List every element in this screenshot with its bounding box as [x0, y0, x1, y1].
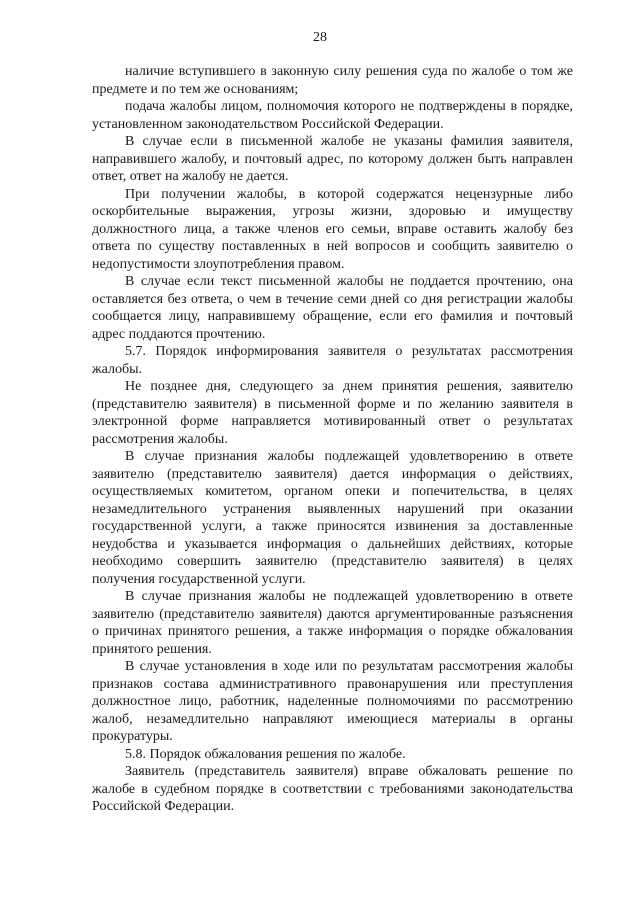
- paragraph: Не позднее дня, следующего за днем принятия решения, заявителю (представителю заявителя) в письменной форме и по желанию заявителя в электронной форме направляется мотивированный ответ о результатах рассмотрения жалобы.: [92, 379, 573, 447]
- page-number: 28: [313, 30, 327, 45]
- section-heading-5-7: 5.7. Порядок информирования заявителя о результатах рассмотрения жалобы.: [92, 344, 573, 377]
- paragraph: наличие вступившего в законную силу решения суда по жалобе о том же предмете и по тем же основаниям;: [92, 64, 573, 97]
- paragraph: В случае установления в ходе или по результатам рассмотрения жалобы признаков состава административного правонарушения или преступления должностное лицо, работник, наделенные полномочиями по рассмотрению жалоб, незамедлительно направляют имеющиеся материалы в органы прокуратуры.: [92, 659, 573, 744]
- paragraph: В случае если текст письменной жалобы не поддается прочтению, она оставляется без ответа, о чем в течение семи дней со дня регистрации жалобы сообщается лицу, направившему обращение, если его фамилия и почтовый адрес поддаются прочтению.: [92, 274, 573, 342]
- paragraph: подача жалобы лицом, полномочия которого не подтверждены в порядке, установленном законодательством Российской Федерации.: [92, 99, 573, 132]
- paragraph: При получении жалобы, в которой содержатся нецензурные либо оскорбительные выражения, угрозы жизни, здоровью и имуществу должностного лица, а также членов его семьи, вправе оставить жалобу без ответа по существу поставленных в ней вопросов и сообщить заявителю о недопустимости злоупотребления правом.: [92, 186, 573, 272]
- paragraph: В случае если в письменной жалобе не указаны фамилия заявителя, направившего жалобу, и почтовый адрес, по которому должен быть направлен ответ, ответ на жалобу не дается.: [92, 134, 573, 184]
- paragraph: В случае признания жалобы подлежащей удовлетворению в ответе заявителю (представителю заявителя) дается информация о действиях, осуществляемых комитетом, органом опеки и попечительства, в целях незамедлительного устранения выявленных нарушений при оказании государственной услуги, а также приносятся извинения за доставленные неудобства и указывается информация о дальнейших действиях, которые необходимо совершить заявителю (представителю заявителя) в целях получения государственной услуги.: [92, 449, 573, 587]
- paragraph: Заявитель (представитель заявителя) вправе обжаловать решение по жалобе в судебном порядке в соответствии с требованиями законодательства Российской Федерации.: [92, 764, 573, 814]
- section-heading-5-8: 5.8. Порядок обжалования решения по жалобе.: [125, 746, 406, 762]
- paragraph: В случае признания жалобы не подлежащей удовлетворению в ответе заявителю (представителю заявителя) даются аргументированные разъяснения о причинах принятого решения, а также информация о порядке обжалования принятого решения.: [92, 589, 573, 657]
- document-body: [92, 63, 573, 816]
